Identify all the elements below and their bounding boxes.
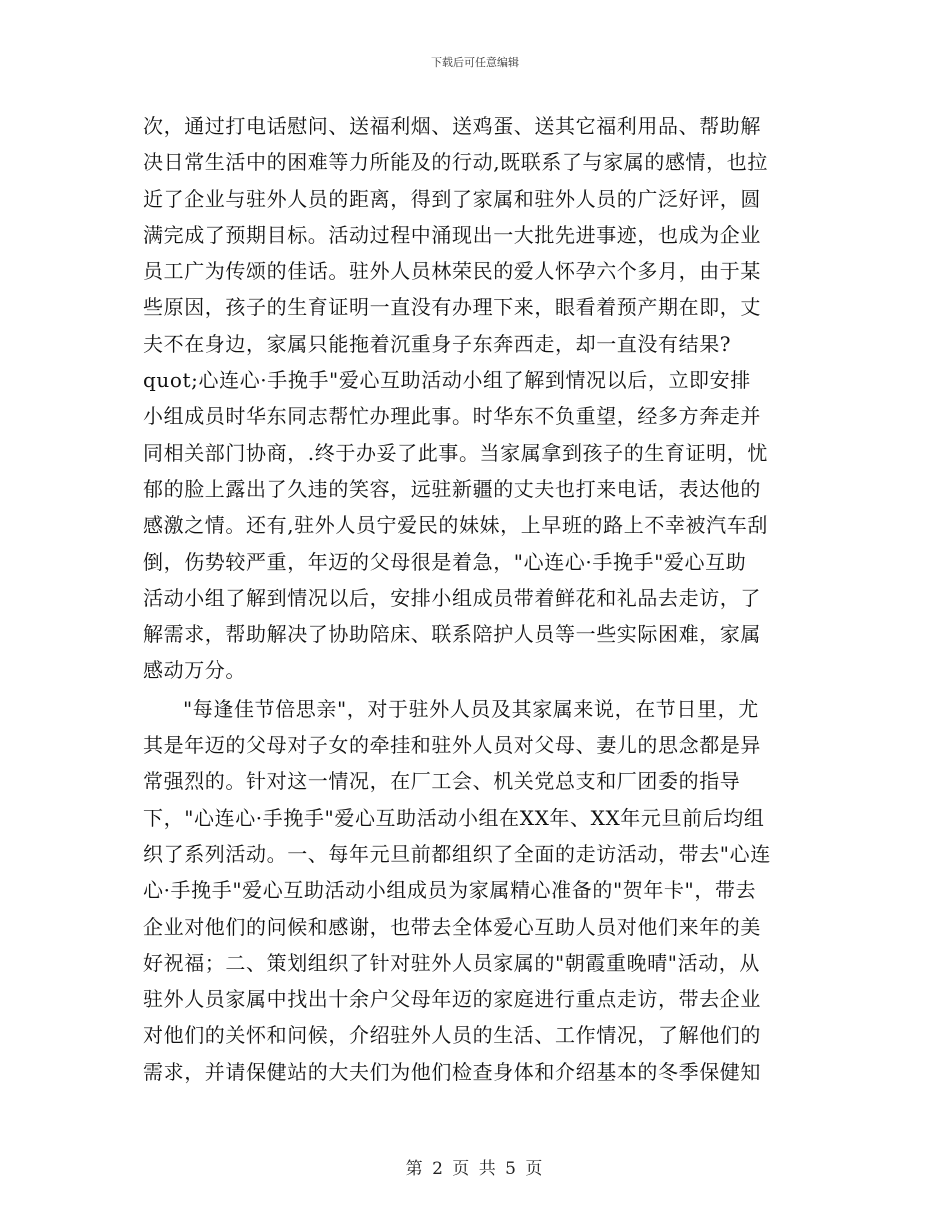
text-line: quot;心连心·手挽手"爱心互助活动小组了解到情况以后，立即安排 xyxy=(143,368,751,393)
text-line: 常强烈的。针对这一情况，在厂工会、机关党总支和厂团委的指导 xyxy=(143,769,741,794)
text-line: 郁的脸上露出了久违的笑容，远驻新疆的丈夫也打来电话，表达他的 xyxy=(143,476,761,501)
text-line: 心·手挽手"爱心互助活动小组成员为家属精心准备的"贺年卡"，带去 xyxy=(143,878,757,903)
text-line: 满完成了预期目标。活动过程中涌现出一大批先进事迹，也成为企业 xyxy=(143,222,761,247)
text-line: 活动小组了解到情况以后，安排小组成员带着鲜花和礼品去走访，了 xyxy=(143,585,761,610)
text-line: 次，通过打电话慰问、送福利烟、送鸡蛋、送其它福利用品、帮助解 xyxy=(143,114,761,138)
text-line: 同相关部门协商，.终于办妥了此事。当家属拿到孩子的生育证明，忧 xyxy=(143,440,768,465)
text-line: 织了系列活动。一、每年元旦前都组织了全面的走访活动，带去"心连 xyxy=(143,841,771,866)
text-line: 企业对他们的问候和感谢，也带去全体爱心互助人员对他们来年的美 xyxy=(143,914,761,939)
text-line: 其是年迈的父母对子女的牵挂和驻外人员对父母、妻儿的思念都是异 xyxy=(143,733,761,758)
text-line: 夫不在身边，家属只能拖着沉重身子东奔西走，却一直没有结果? xyxy=(143,331,732,356)
text-line: 感动万分。 xyxy=(143,658,246,683)
text-line: 下，"心连心·手挽手"爱心互助活动小组在XX年、XX年元旦前后均组 xyxy=(143,805,765,830)
page-footer: 第 2 页 共 5 页 xyxy=(405,1159,545,1179)
body-text xyxy=(143,108,807,1090)
text-line: 需求，并请保健站的大夫们为他们检查身体和介绍基本的冬季保健知 xyxy=(143,1059,761,1084)
text-line: 些原因，孩子的生育证明一直没有办理下来，眼看着预产期在即，丈 xyxy=(143,295,761,320)
paragraph xyxy=(143,691,807,1090)
paragraph xyxy=(143,108,807,689)
text-line: 解需求，帮助解决了协助陪床、联系陪护人员等一些实际困难，家属 xyxy=(143,622,761,647)
text-line: "每逢佳节倍思亲"，对于驻外人员及其家属来说，在节日里，尤 xyxy=(183,696,759,721)
text-line: 小组成员时华东同志帮忙办理此事。时华东不负重望，经多方奔走并 xyxy=(143,404,761,429)
text-line: 员工广为传颂的佳话。驻外人员林荣民的爱人怀孕六个多月，由于某 xyxy=(143,259,761,284)
text-line: 感激之情。还有,驻外人员宁爱民的妹妹，上早班的路上不幸被汽车刮 xyxy=(143,513,768,538)
text-line: 倒，伤势较严重，年迈的父母很是着急，"心连心·手挽手"爱心互助 xyxy=(143,549,747,574)
text-line: 对他们的关怀和问候，介绍驻外人员的生活、工作情况，了解他们的 xyxy=(143,1023,761,1048)
text-line: 好祝福；二、策划组织了针对驻外人员家属的"朝霞重晚晴"活动，从 xyxy=(143,950,760,975)
text-line: 近了企业与驻外人员的距离，得到了家属和驻外人员的广泛好评，圆 xyxy=(143,186,761,211)
text-line: 决日常生活中的困难等力所能及的行动,既联系了与家属的感情，也拉 xyxy=(143,150,768,175)
text-line: 驻外人员家属中找出十余户父母年迈的家庭进行重点走访，带去企业 xyxy=(143,987,761,1012)
page-header: 下载后可任意编辑 xyxy=(431,56,519,69)
